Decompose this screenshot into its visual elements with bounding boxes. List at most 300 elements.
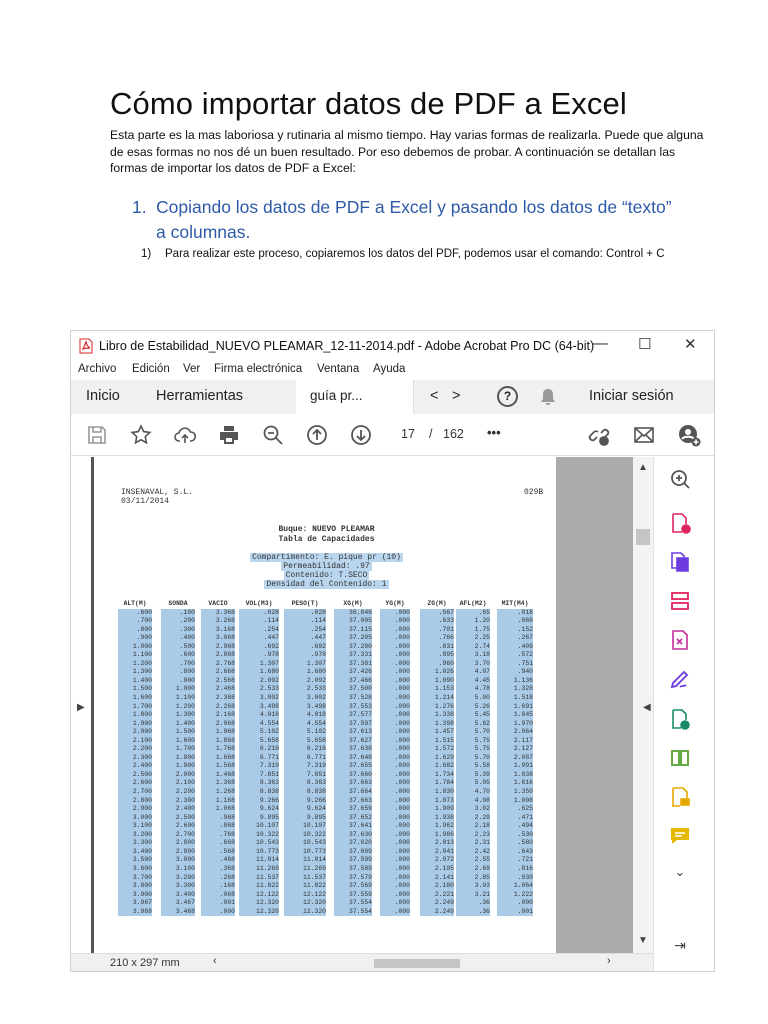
pdf-cell: 12.320 [284,908,326,917]
star-icon[interactable] [129,423,153,447]
pdf-cell: .000 [380,882,410,891]
pdf-cell: 1.457 [420,728,454,737]
pdf-cell: 4.554 [284,720,326,729]
pdf-cell: .254 [239,626,279,635]
pdf-cell: .000 [380,643,410,652]
document-viewer[interactable] [71,457,668,953]
pdf-cell: .300 [161,626,195,635]
pdf-cell: 3.968 [118,908,152,917]
pdf-cell: 5.00 [456,694,490,703]
pdf-cell: 9.895 [284,814,326,823]
tab-herramientas[interactable]: Herramientas [156,388,244,404]
more-icon[interactable]: ••• [487,425,501,440]
pdf-cell: 3.200 [118,831,152,840]
pdf-cell: 10.322 [239,831,279,840]
pdf-cell: 1.691 [497,703,533,712]
pdf-cell: 2.31 [456,839,490,848]
pdf-page [91,457,556,953]
pdf-cell: 2.29 [456,814,490,823]
pdf-cell: .000 [380,660,410,669]
pdf-column [239,600,279,916]
pdf-cell: 2.500 [118,771,152,780]
pdf-cell: 2.100 [161,779,195,788]
pdf-column [284,600,326,916]
pdf-cell: 1.572 [420,745,454,754]
section-heading-number: 1. [132,197,147,217]
forward-button[interactable]: > [452,388,461,404]
pdf-cell: 37.599 [334,856,372,865]
pdf-cell: 37.627 [334,737,372,746]
close-button[interactable]: ✕ [684,336,697,353]
pdf-cell: .000 [380,634,410,643]
pdf-cell: 11.269 [239,865,279,874]
pdf-cell: 2.200 [161,788,195,797]
pdf-cell: .000 [380,754,410,763]
pdf-company-name: INSENAVAL, S.L. [121,488,194,497]
pdf-cell: 2.69 [456,865,490,874]
pdf-cell: 2.300 [161,797,195,806]
pdf-cell: 10.543 [239,839,279,848]
pdf-cell: 36.846 [334,609,372,618]
pdf-cell: .000 [380,856,410,865]
pdf-cell: 1.680 [284,668,326,677]
pdf-cell: 9.624 [239,805,279,814]
pdf-cell: .633 [420,617,454,626]
pdf-cell: 11.537 [239,874,279,883]
menu-ver[interactable]: Ver [183,363,201,375]
pdf-cell: 1.100 [161,694,195,703]
pdf-cell: .001 [497,908,533,917]
collapse-right-icon[interactable]: ◀ [643,702,651,713]
horizontal-scrollbar[interactable] [211,955,614,970]
pdf-cell: 3.002 [284,694,326,703]
pdf-cell: 2.23 [456,831,490,840]
pdf-cell: 1.026 [420,668,454,677]
pdf-cell: 12.122 [284,891,326,900]
left-panel-toggle[interactable] [71,457,91,953]
menu-ventana[interactable]: Ventana [317,363,360,375]
pdf-cell: .254 [284,626,326,635]
pdf-cell: .960 [420,660,454,669]
pdf-cell: 2.068 [201,720,235,729]
scroll-left-icon[interactable]: ‹ [213,955,217,967]
pdf-cell: 2.000 [161,771,195,780]
share-link-icon[interactable] [587,423,611,447]
pdf-cell: 2.55 [456,856,490,865]
pdf-cell: 2.105 [420,865,454,874]
pdf-cell: .572 [497,651,533,660]
pdf-cell: 1.970 [497,720,533,729]
pdf-column-header: VOL(M3) [245,600,273,607]
pdf-cell: .900 [118,634,152,643]
pdf-cell: 1.845 [497,711,533,720]
pdf-cell: .000 [380,822,410,831]
pdf-cell: 10.322 [284,831,326,840]
print-icon[interactable] [217,423,241,447]
pdf-cell: 37.638 [334,745,372,754]
pdf-table-title: Tabla de Capacidades [278,535,375,544]
pdf-cell: 3.268 [201,617,235,626]
pdf-cell: 2.700 [161,831,195,840]
pdf-cell: 2.700 [118,788,152,797]
pdf-cell: 1.276 [420,703,454,712]
pdf-cell: .000 [380,703,410,712]
pdf-cell: 2.868 [201,651,235,660]
minimize-button[interactable]: — [592,335,608,352]
expand-left-icon[interactable]: ▶ [77,702,85,713]
pdf-cell: .168 [201,882,235,891]
pdf-cell: 2.74 [456,643,490,652]
pdf-cell: 2.568 [201,677,235,686]
pdf-cell: 2.117 [497,737,533,746]
combine-files-icon[interactable] [668,550,692,574]
pdf-cell: 5.75 [456,745,490,754]
pdf-cell: 1.909 [420,805,454,814]
pdf-cell: 37.655 [334,762,372,771]
pdf-cell: 3.700 [118,874,152,883]
intro-paragraph: Esta parte es la mas laboriosa y rutinaria al mismo tiempo. Hay varias formas de realizarla. Puede que alguna de esas formas no nos dé un buen resultado. Por eso debemos de probar. A continuación se detallan las formas de importar los datos de PDF a Excel: [110,128,704,175]
pdf-cell: 1.268 [201,788,235,797]
pdf-cell: 37.528 [334,694,372,703]
pdf-cell: .068 [497,617,533,626]
pdf-cell: 4.554 [239,720,279,729]
pdf-column-header: VACIO [208,600,228,607]
pdf-cell: .000 [380,839,410,848]
pdf-cell: 1.400 [161,720,195,729]
signin-button[interactable]: Iniciar sesión [589,388,674,404]
pdf-cell: 1.200 [161,703,195,712]
send-review-icon[interactable] [668,707,692,731]
pdf-cell: 3.168 [201,626,235,635]
pdf-cell: 37.630 [334,831,372,840]
pdf-column-header: SONDA [168,600,188,607]
pdf-cell: 1.000 [118,643,152,652]
pdf-cell: 3.18 [456,651,490,660]
pdf-cell: .900 [161,677,195,686]
pdf-cell: 37.652 [334,814,372,823]
pdf-cell: .567 [420,609,454,618]
pdf-cell: .268 [201,874,235,883]
pdf-column-header: XG(M) [343,600,363,607]
pdf-cell: 1.700 [118,703,152,712]
pdf-cell: .114 [239,617,279,626]
pdf-cell: 2.25 [456,634,490,643]
pdf-cell: 2.468 [201,685,235,694]
pdf-cell: .000 [380,762,410,771]
pdf-cell: 3.000 [118,814,152,823]
pdf-cell: 5.70 [456,754,490,763]
pdf-cell: 7.851 [239,771,279,780]
step-text: Para realizar este proceso, copiaremos los datos del PDF, podemos usar el comando: Control + C [165,248,665,260]
pdf-cell: 1.400 [118,677,152,686]
pdf-cell: .580 [497,839,533,848]
pdf-cell: 1.700 [161,745,195,754]
tab-inicio[interactable]: Inicio [86,388,120,404]
pdf-cell: 2.533 [284,685,326,694]
pdf-cell: 2.768 [201,660,235,669]
export-pdf-icon[interactable] [668,511,692,535]
pdf-cell: .000 [380,609,410,618]
pdf-cell: 1.222 [497,891,533,900]
pdf-cell: 1.768 [201,745,235,754]
pdf-cell: 1.153 [420,685,454,694]
pdf-cell: 3.600 [118,865,152,874]
pdf-cell: 1.873 [420,797,454,806]
pdf-cell: 37.426 [334,668,372,677]
pdf-cell: 1.986 [420,831,454,840]
pdf-cell: 3.100 [118,822,152,831]
pdf-cell: 3.498 [239,703,279,712]
menu-firma[interactable]: Firma electrónica [214,363,303,375]
nav-bar [71,380,715,414]
pdf-cell: 3.467 [161,899,195,908]
pdf-cell: 37.115 [334,626,372,635]
pdf-cell: 5.658 [239,737,279,746]
organize-pages-icon[interactable] [668,589,692,613]
tab-document[interactable] [296,380,414,414]
pdf-cell: .766 [420,634,454,643]
pdf-cell: 11.269 [284,865,326,874]
pdf-cell: 3.900 [118,891,152,900]
fill-sign-icon[interactable] [668,667,692,691]
pdf-cell: 12.320 [239,899,279,908]
pdf-cell: 1.518 [497,694,533,703]
comment-icon[interactable] [668,824,692,848]
page-down-icon[interactable] [349,423,373,447]
pdf-cell: 1.338 [420,711,454,720]
pdf-cell: .700 [161,660,195,669]
pdf-cell: 1.515 [420,737,454,746]
menu-bar [71,361,715,381]
more-tools-icon[interactable]: ⌄ [674,864,686,879]
pdf-cell: .000 [380,728,410,737]
pdf-cell: .36 [456,899,490,908]
pdf-date: 03/11/2014 [121,497,170,506]
pdf-cell: .940 [497,668,533,677]
pdf-cell: .000 [380,737,410,746]
pdf-cell: 3.498 [284,703,326,712]
pdf-cell: .000 [380,779,410,788]
pdf-cell: .000 [380,891,410,900]
pdf-code: 029B [524,488,544,497]
pdf-cell: 2.85 [456,874,490,883]
pdf-cell: 6.771 [239,754,279,763]
pdf-cell: .468 [201,856,235,865]
pdf-cell: .100 [161,609,195,618]
collapse-panel-icon[interactable]: ⇥ [674,937,686,953]
pdf-cell: 3.70 [456,660,490,669]
pdf-cell: 4.018 [239,711,279,720]
pdf-cell: .001 [201,899,235,908]
pdf-cell: 1.328 [497,685,533,694]
pdf-cell: 1.900 [161,762,195,771]
pdf-column [497,600,533,916]
pdf-cell: 1.800 [118,711,152,720]
edit-pdf-icon[interactable] [668,628,692,652]
pdf-cell: .36 [456,908,490,917]
pdf-cell: 1.784 [420,779,454,788]
pdf-cell: 8.363 [239,779,279,788]
pdf-cell: 2.200 [118,745,152,754]
pdf-cell: .721 [497,856,533,865]
tab-document-label: guía pr... [310,388,363,403]
pdf-cell: 37.280 [334,643,372,652]
pdf-cell: 2.127 [497,745,533,754]
zoom-out-icon[interactable] [261,423,285,447]
pdf-cell: 1.962 [420,822,454,831]
pdf-cell: .000 [380,797,410,806]
bell-icon[interactable] [538,387,558,407]
menu-edicion[interactable]: Edición [132,363,170,375]
menu-archivo[interactable]: Archivo [78,363,117,375]
pdf-cell: 4.70 [456,788,490,797]
pdf-cell: .409 [497,643,533,652]
add-user-icon[interactable] [677,423,701,447]
pdf-cell: .000 [380,617,410,626]
mail-icon[interactable] [632,423,656,447]
compare-files-icon[interactable] [668,746,692,770]
upload-cloud-icon[interactable] [173,423,197,447]
pdf-cell: .114 [284,617,326,626]
pdf-cell: 10.773 [284,848,326,857]
pdf-cell: 4.018 [284,711,326,720]
pdf-cell: 37.663 [334,779,372,788]
pdf-cell: 37.205 [334,634,372,643]
pdf-cell: 37.664 [334,788,372,797]
pdf-cell: 3.400 [118,848,152,857]
pdf-cell: 1.000 [161,685,195,694]
pdf-cell: 1.200 [118,660,152,669]
pdf-cell: 37.648 [334,754,372,763]
pdf-cell: .568 [201,848,235,857]
pdf-cell: 5.45 [456,711,490,720]
scroll-thumb[interactable] [636,529,650,545]
menu-ayuda[interactable]: Ayuda [373,363,406,375]
pdf-cell: 1.307 [284,660,326,669]
pdf-cell: 2.168 [201,711,235,720]
pdf-cell: 11.014 [239,856,279,865]
pdf-cell: 4.45 [456,677,490,686]
pdf-cell: .447 [284,634,326,643]
page-up-icon[interactable] [305,423,329,447]
comment-file-icon[interactable] [668,785,692,809]
pdf-cell: 2.249 [420,908,454,917]
pdf-cell: 37.579 [334,874,372,883]
pdf-icon [79,338,93,354]
pdf-column-header: MIT(M4) [501,600,529,607]
pdf-cell: 1.500 [118,685,152,694]
scroll-up-icon[interactable]: ▲ [638,462,648,473]
pdf-cell: 1.600 [118,694,152,703]
maximize-button[interactable]: ☐ [638,336,652,353]
pdf-cell: 1.600 [161,737,195,746]
pdf-cell: .968 [201,814,235,823]
pdf-cell: 3.500 [118,856,152,865]
pdf-cell: 1.064 [497,882,533,891]
pdf-cell: 2.368 [201,694,235,703]
step-number: 1) [141,248,152,260]
pdf-cell: .692 [239,643,279,652]
scroll-right-icon[interactable]: › [607,955,611,967]
pdf-cell: .831 [420,643,454,652]
pdf-cell: 37.331 [334,651,372,660]
pdf-cell: 2.18 [456,822,490,831]
pdf-cell: .868 [201,822,235,831]
pdf-cell: .000 [201,908,235,917]
window-title: Libro de Estabilidad_NUEVO PLEAMAR_12-11-2014.pdf - Adobe Acrobat Pro DC (64-bit) [99,339,595,353]
pdf-cell: 1.680 [239,668,279,677]
pdf-cell: .668 [201,839,235,848]
pdf-cell: 37.381 [334,660,372,669]
horizontal-scroll-thumb[interactable] [374,959,460,968]
pdf-cell: 2.064 [497,728,533,737]
pdf-cell: 3.03 [456,882,490,891]
pdf-cell: 1.214 [420,694,454,703]
pdf-cell: .028 [284,609,326,618]
back-button[interactable]: < [430,388,439,404]
pdf-cell: .000 [380,874,410,883]
pdf-column [420,600,454,916]
pdf-cell: .000 [497,899,533,908]
pdf-cell: 3.368 [201,609,235,618]
pdf-cell: 1.090 [420,677,454,686]
pdf-cell: .000 [380,865,410,874]
pdf-cell: .000 [380,668,410,677]
pdf-cell: .152 [497,626,533,635]
pdf-cell: 10.543 [284,839,326,848]
pdf-cell: .000 [380,848,410,857]
pdf-cell: 5.39 [456,771,490,780]
save-icon[interactable] [85,423,109,447]
zoom-in-icon[interactable] [668,467,692,491]
pdf-content: Contenido: T.SECO [285,571,368,580]
pdf-cell: 2.249 [420,899,454,908]
pdf-cell: 12.122 [239,891,279,900]
pdf-cell: .530 [497,831,533,840]
pdf-cell: 3.21 [456,891,490,900]
pdf-cell: 1.968 [201,728,235,737]
pdf-cell: 1.616 [497,779,533,788]
page-number-field[interactable]: 17 [401,427,415,441]
pdf-cell: 1.300 [161,711,195,720]
scroll-down-icon[interactable]: ▼ [638,935,648,946]
pdf-cell: 37.005 [334,617,372,626]
pdf-cell: .978 [284,651,326,660]
pdf-cell: .692 [284,643,326,652]
pdf-cell: 5.102 [239,728,279,737]
pdf-cell: 3.468 [161,908,195,917]
pdf-column-header: ZG(M) [427,600,447,607]
pdf-cell: 1.500 [161,728,195,737]
pdf-cell: 9.624 [284,805,326,814]
pdf-cell: 9.266 [239,797,279,806]
pdf-cell: .000 [380,831,410,840]
pdf-cell: 2.268 [201,703,235,712]
pdf-cell: .000 [380,899,410,908]
pdf-cell: 2.668 [201,668,235,677]
pdf-cell: 3.300 [161,882,195,891]
help-icon[interactable]: ? [497,386,518,407]
pdf-cell: 2.092 [239,677,279,686]
pdf-cell: 37.569 [334,882,372,891]
pdf-cell: .000 [380,771,410,780]
pdf-cell: .494 [497,822,533,831]
pdf-compartment: Compartimento: E. pique pr (10) [252,553,401,562]
pdf-cell: 2.900 [118,805,152,814]
pdf-cell: 2.900 [161,848,195,857]
pdf-cell: 12.320 [239,908,279,917]
pdf-cell: 5.75 [456,737,490,746]
